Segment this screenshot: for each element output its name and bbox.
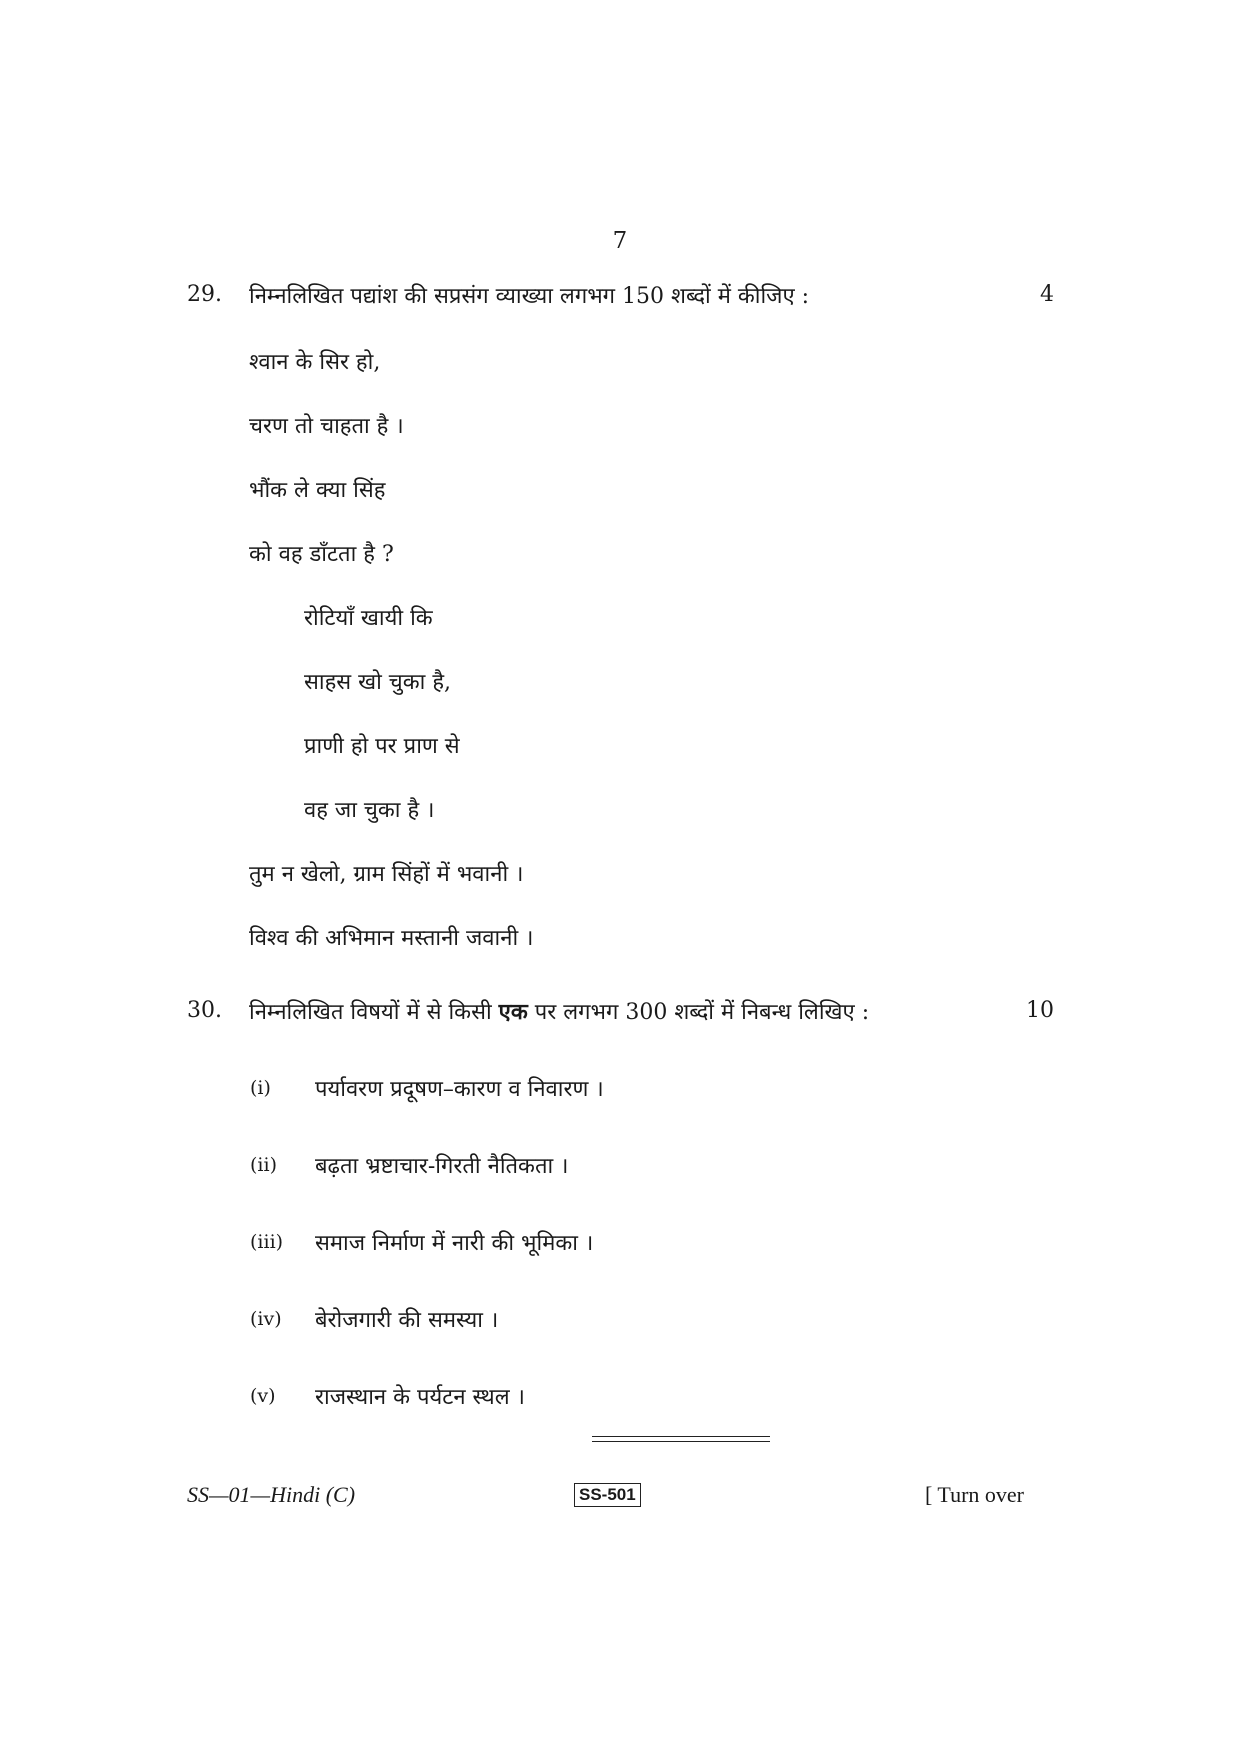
option-label: (v) <box>250 1385 276 1407</box>
footer-series-code: SS-501 <box>574 1483 641 1507</box>
poem-line: प्राणी हो पर प्राण से <box>304 734 460 759</box>
poem-line: वह जा चुका है । <box>304 798 435 823</box>
poem-line: रोटियाँ खायी कि <box>304 606 433 631</box>
question-29-number: 29. <box>187 282 222 307</box>
question-29-text: निम्नलिखित पद्यांश की सप्रसंग व्याख्या लगभग 150 शब्दों में कीजिए : <box>249 284 810 309</box>
option-label: (ii) <box>250 1154 277 1176</box>
poem-line: चरण तो चाहता है । <box>249 414 404 439</box>
poem-line: विश्व की अभिमान मस्तानी जवानी । <box>249 926 534 951</box>
footer-paper-code: SS—01—Hindi (C) <box>187 1482 356 1507</box>
poem-line: को वह डाँटता है ? <box>249 542 394 567</box>
poem-line: श्वान के सिर हो, <box>249 350 381 375</box>
option-text: बढ़ता भ्रष्टाचार-गिरती नैतिकता । <box>315 1154 569 1179</box>
option-label: (iv) <box>250 1308 282 1330</box>
poem-line: तुम न खेलो, ग्राम सिंहों में भवानी । <box>249 862 524 887</box>
poem-line: भौंक ले क्या सिंह <box>249 478 386 503</box>
question-30-marks: 10 <box>1026 998 1054 1023</box>
footer-turn-over: [ Turn over <box>925 1482 1025 1507</box>
option-text: पर्यावरण प्रदूषण–कारण व निवारण । <box>315 1077 604 1102</box>
end-rule <box>592 1436 770 1437</box>
option-label: (iii) <box>250 1231 284 1253</box>
question-30-text: निम्नलिखित विषयों में से किसी एक पर लगभग 300 शब्दों में निबन्ध लिखिए : <box>249 999 870 1025</box>
question-29-marks: 4 <box>1040 282 1054 307</box>
option-text: राजस्थान के पर्यटन स्थल । <box>315 1385 525 1410</box>
option-label: (i) <box>250 1077 271 1099</box>
page-number: 7 <box>612 228 628 254</box>
question-30-number: 30. <box>187 998 222 1023</box>
option-text: समाज निर्माण में नारी की भूमिका । <box>315 1231 594 1256</box>
option-text: बेरोजगारी की समस्या । <box>315 1308 499 1333</box>
poem-line: साहस खो चुका है, <box>304 670 452 695</box>
end-rule <box>592 1441 770 1442</box>
